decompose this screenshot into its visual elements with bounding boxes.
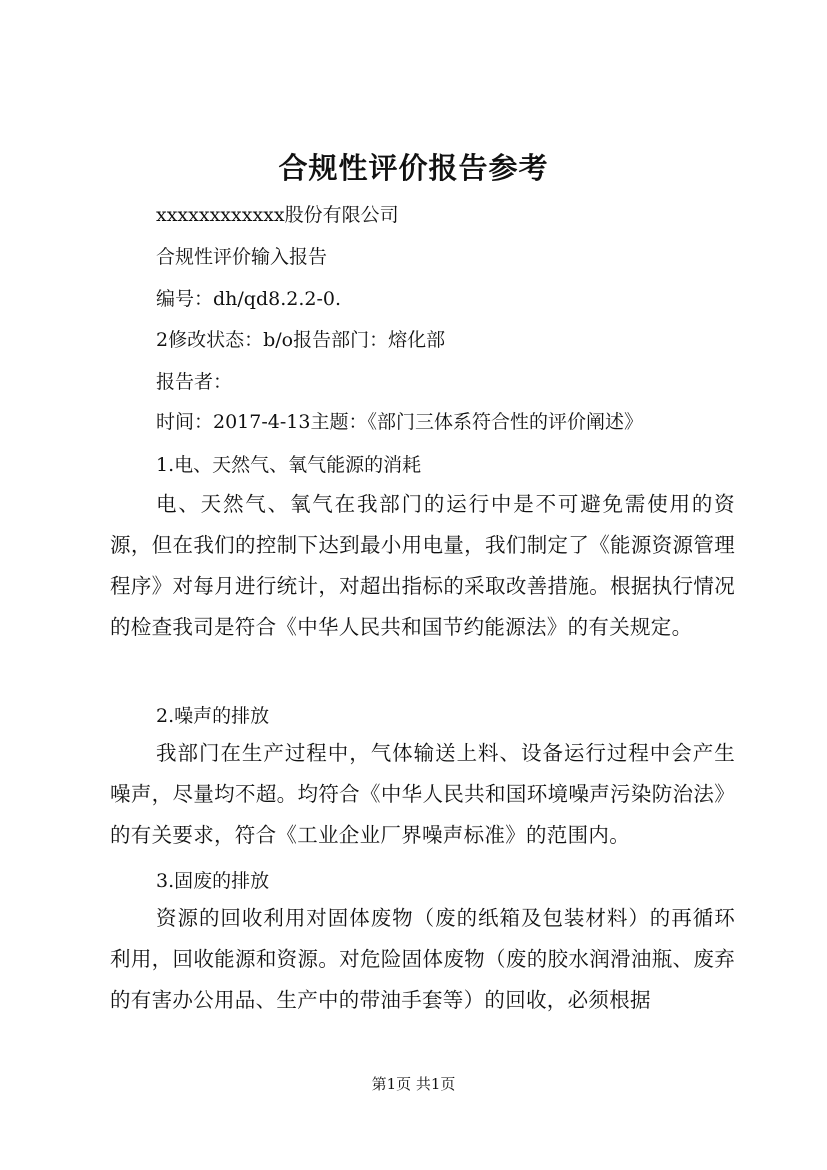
- reporter-line: 报告者：: [156, 371, 233, 393]
- page-footer: 第1页 共1页: [371, 1075, 456, 1093]
- section-heading-2: 2.噪声的排放: [156, 705, 270, 727]
- paragraph-energy: 电、天然气、氧气在我部门的运行中是不可避免需使用的资源，但在我们的控制下达到最小用电量，我们制定了《能源资源管理程序》对每月进行统计，对超出指标的采取改善措施。根据执行情况的检查我司是符合《中华人民共和国节约能源法》的有关规定。: [110, 492, 735, 639]
- document-title: 合规性评价报告参考: [278, 151, 549, 185]
- paragraph-solid-waste: 资源的回收利用对固体废物（废的纸箱及包装材料）的再循环利用，回收能源和资源。对危险固体废物（废的胶水润滑油瓶、废弃的有害办公用品、生产中的带油手套等）的回收，必须根据: [110, 906, 735, 1012]
- revision-status: 2修改状态：b/o报告部门：熔化部: [156, 329, 446, 351]
- paragraph-noise: 我部门在生产过程中，气体输送上料、设备运行过程中会产生噪声，尽量均不超。均符合《中华人民共和国环境噪声污染防治法》的有关要求，符合《工业企业厂界噪声标准》的范围内。: [110, 741, 735, 847]
- report-type: 合规性评价输入报告: [156, 246, 328, 268]
- date-subject-line: 时间：2017-4-13主题：《部门三体系符合性的评价阐述》: [156, 411, 643, 433]
- section-heading-3: 3.固废的排放: [156, 870, 270, 892]
- section-heading-1: 1.电、天然气、氧气能源的消耗: [156, 454, 422, 476]
- document-number: 编号：dh/qd8.2.2-0.: [156, 288, 342, 310]
- company-name: xxxxxxxxxxxx股份有限公司: [156, 204, 399, 226]
